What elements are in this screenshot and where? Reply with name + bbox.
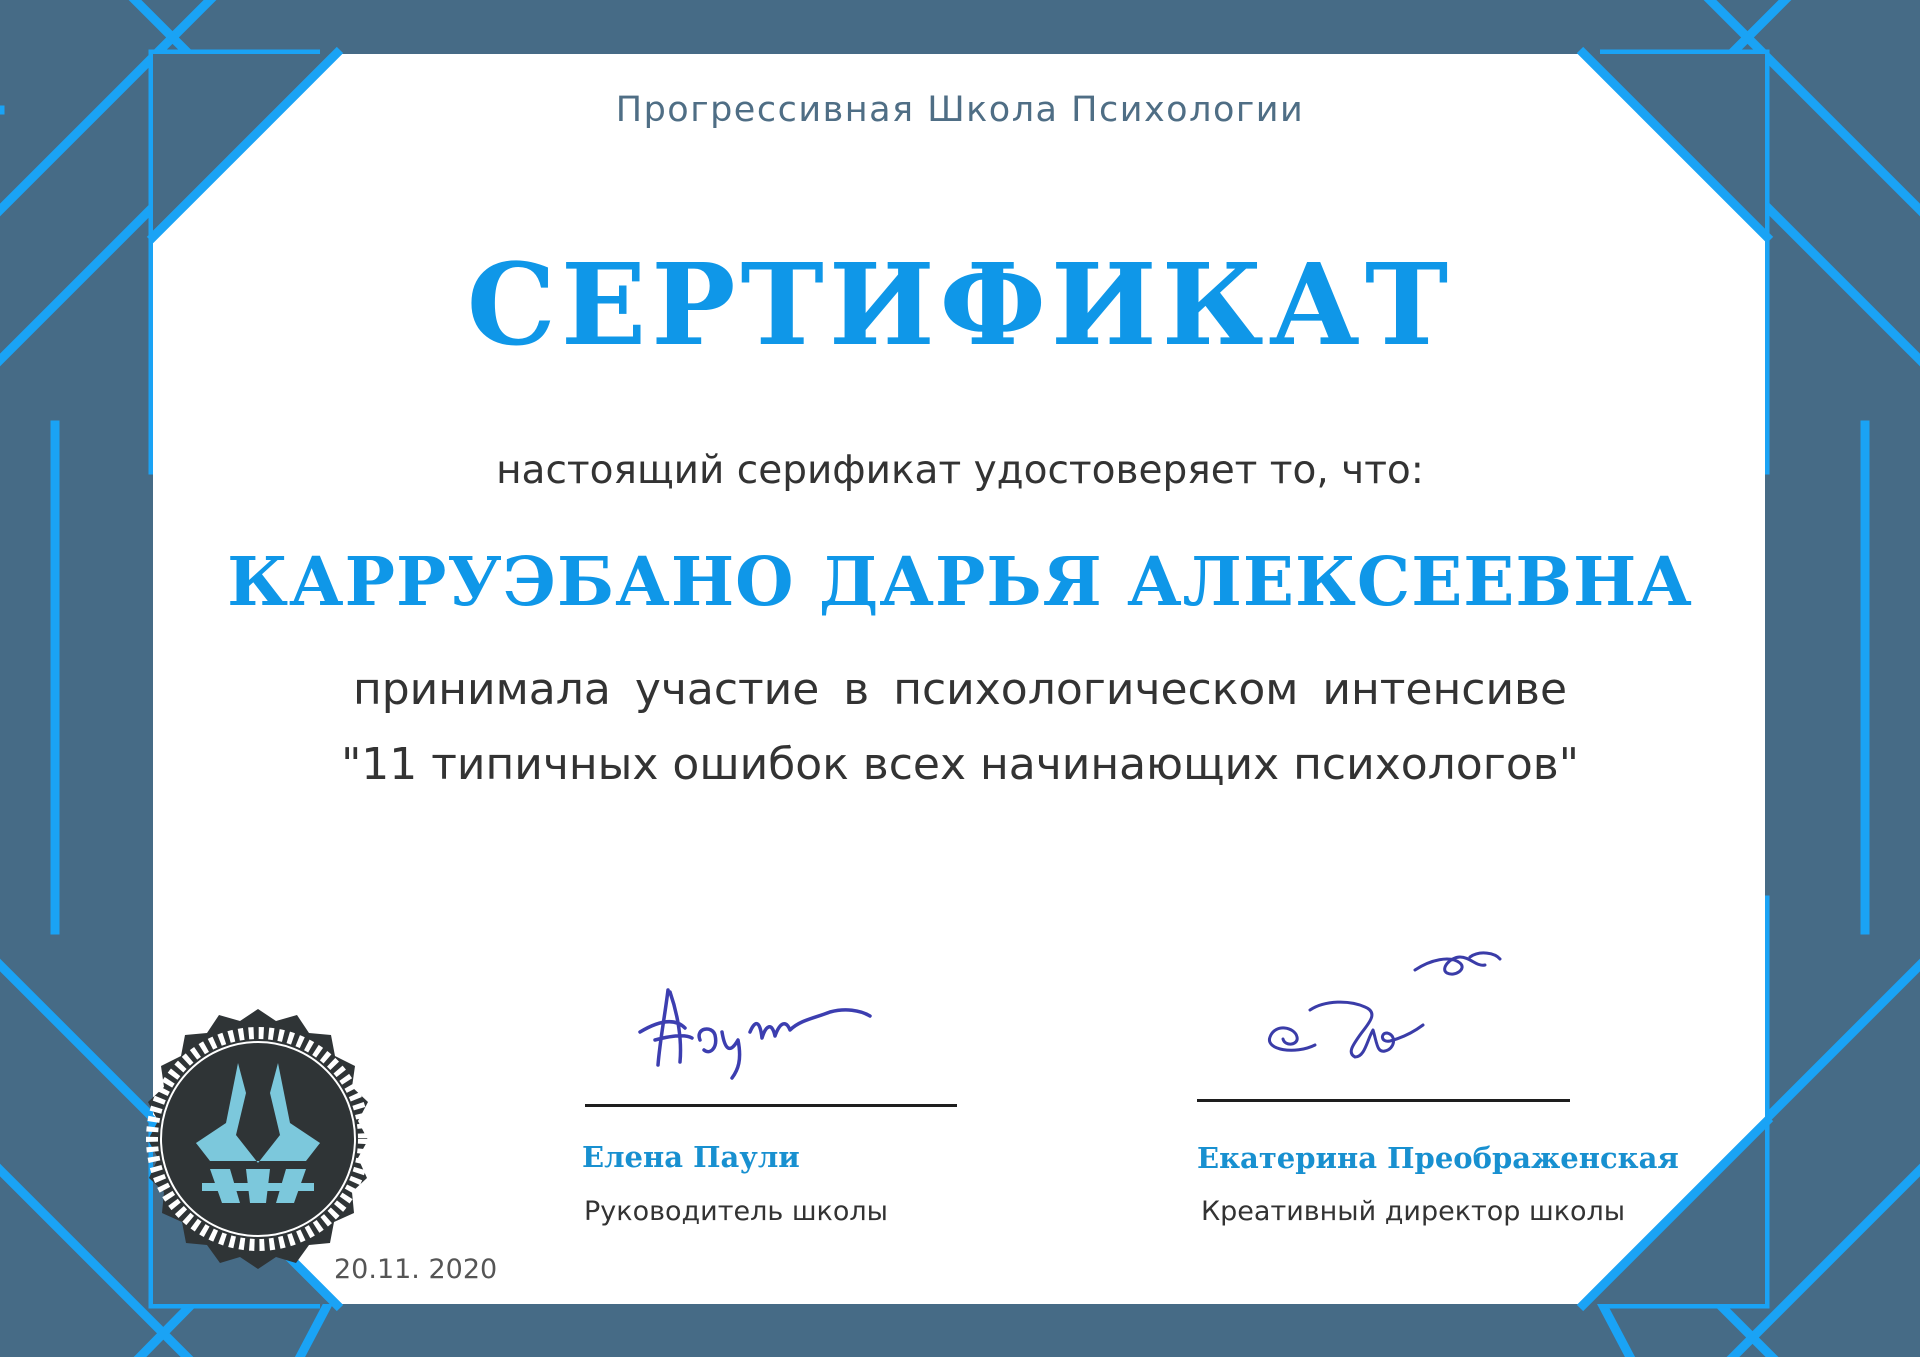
recipient-name: КАРРУЭБАНО ДАРЬЯ АЛЕКСЕЕВНА [227, 542, 1693, 621]
signatory-2-name: Екатерина Преображенская [1197, 1141, 1679, 1175]
certificate-title: СЕРТИФИКАТ [466, 240, 1454, 371]
issue-date: 20.11. 2020 [334, 1254, 498, 1285]
signatory-1-role: Руководитель школы [584, 1196, 888, 1227]
signatory-2-role: Креативный директор школы [1201, 1196, 1626, 1227]
signature-2-line [1197, 1099, 1570, 1102]
signature-2-image [1255, 945, 1555, 1075]
school-emblem-seal-icon [118, 1003, 398, 1283]
school-name: Прогрессивная Школа Психологии [615, 90, 1305, 130]
signatory-1-name: Елена Паули [582, 1140, 800, 1174]
intro-text: настоящий серификат удостоверяет то, что: [496, 448, 1424, 493]
description-line-2: "11 типичных ошибок всех начинающих психологов" [341, 739, 1579, 790]
signature-1-line [585, 1104, 957, 1107]
description-line-1: принимала участие в психологическом интенсиве [352, 664, 1568, 715]
signature-1-image [630, 970, 910, 1080]
